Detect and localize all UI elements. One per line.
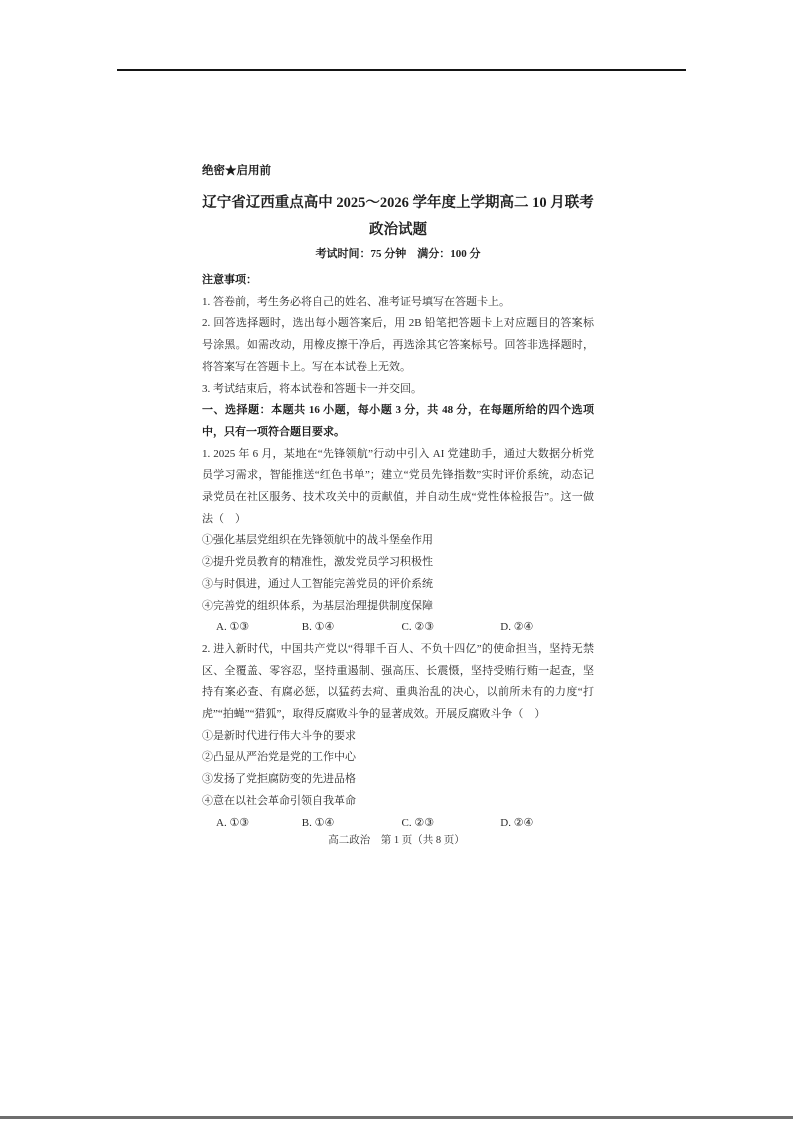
question-1-choices [202, 617, 594, 639]
question-2-choice-d: D. ②④ [500, 816, 534, 829]
question-2-statement-2: ②凸显从严治党是党的工作中心 [202, 751, 356, 764]
security-classification: 绝密★启用前 [202, 165, 271, 177]
question-1-choice-a: A. ①③ [216, 621, 250, 634]
question-1-choice-b: B. ①④ [301, 621, 335, 634]
exam-info: 考试时间：75 分钟 满分：100 分 [315, 248, 481, 260]
header-rule [117, 69, 686, 71]
question-2-choice-c: C. ②③ [401, 816, 435, 829]
question-1-statement-3: ③与时俱进，通过人工智能完善党员的评价系统 [202, 577, 433, 590]
notice-item-3: 3. 考试结束后，将本试卷和答题卡一并交回。 [202, 382, 422, 395]
exam-title: 辽宁省辽西重点高中 2025～2026 学年度上学期高二 10 月联考 [202, 195, 594, 211]
question-2-choice-a: A. ①③ [216, 816, 250, 829]
page-content [202, 163, 594, 834]
question-2-choices [202, 813, 594, 835]
question-2-statement-1: ①是新时代进行伟大斗争的要求 [202, 729, 356, 742]
section-heading: 一、选择题：本题共 16 小题，每小题 3 分，共 48 分，在每题所给的四个选项中，只有一项符合题目要求。 [202, 404, 594, 438]
question-2-statement-3: ③发扬了党拒腐防变的先进品格 [202, 773, 356, 786]
question-1-stem: 1. 2025 年 6 月，某地在“先锋领航”行动中引入 AI 党建助手，通过大数据分析党员学习需求，智能推送“红色书单”；建立“党员先锋指数”实时评价系统，动态记录党员在社区服务、技术攻关中的贡献值，并自动生成“党性体检报告”。这一做法（ ） [202, 447, 594, 525]
question-1-statement-2: ②提升党员教育的精准性，激发党员学习积极性 [202, 556, 433, 569]
question-2-choice-b: B. ①④ [301, 816, 335, 829]
question-1-statement-1: ①强化基层党组织在先锋领航中的战斗堡垒作用 [202, 534, 433, 547]
question-2-stem: 2. 进入新时代，中国共产党以“得罪千百人、不负十四亿”的使命担当，坚持无禁区、全覆盖、零容忍，坚持重遏制、强高压、长震慑，坚持受贿行贿一起查，坚持有案必查、有腐必惩，以猛药去疴、重典治乱的决心，以前所未有的力度“打虎”“拍蝇”“猎狐”，取得反腐败斗争的显著成效。开展反腐败斗争（ ） [202, 642, 594, 721]
notice-item-2: 2. 回答选择题时，选出每小题答案后，用 2B 铅笔把答题卡上对应题目的答案标号涂黑。如需改动，用橡皮擦干净后，再选涂其它答案标号。回答非选择题时，将答案写在答题卡上。写在本试卷上无效。 [202, 317, 594, 373]
question-1-choice-d: D. ②④ [500, 621, 534, 634]
notice-item-1: 1. 答卷前，考生务必将自己的姓名、准考证号填写在答题卡上。 [202, 295, 510, 308]
page-footer: 高二政治 第 1 页（共 8 页） [328, 835, 465, 846]
question-1-choice-c: C. ②③ [401, 621, 435, 634]
notice-heading: 注意事项： [202, 274, 257, 286]
scan-bottom-edge [0, 1116, 793, 1119]
question-1-statement-4: ④完善党的组织体系，为基层治理提供制度保障 [202, 599, 433, 612]
exam-body [202, 270, 594, 834]
subject-title: 政治试题 [369, 222, 427, 238]
question-2-statement-4: ④意在以社会革命引领自我革命 [202, 794, 356, 807]
